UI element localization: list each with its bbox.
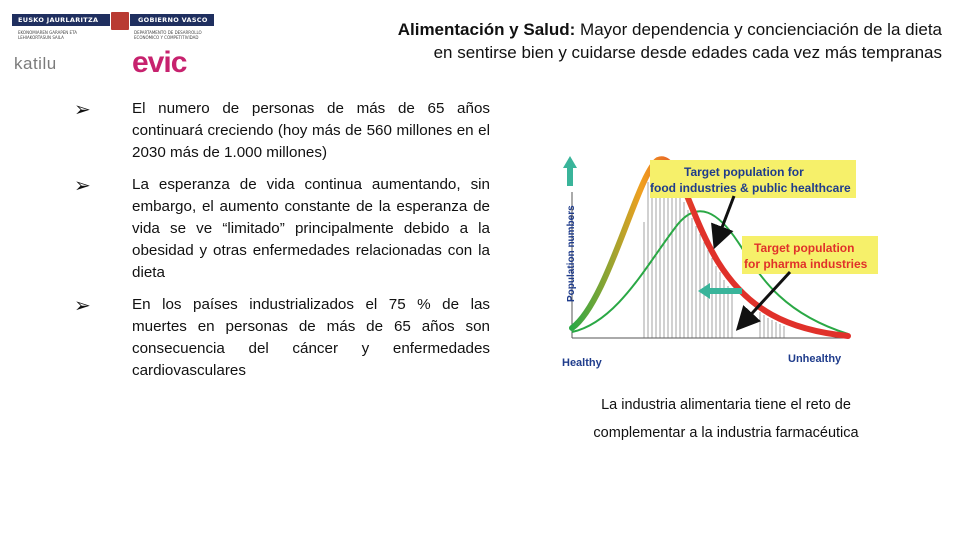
header-logos <box>12 14 214 82</box>
figure-caption <box>566 391 886 447</box>
bullet-text: En los países industrializados el 75 % de las muertes en personas de más de 65 años son consecuencia del cáncer y enfermedades cardiovasculares <box>132 296 490 379</box>
caption-line1: La industria alimentaria tiene el reto de <box>601 397 851 413</box>
dept-basque-label: EKONOMIAREN GARAPEN ETA LEHIAKORTASUN SAILA <box>18 30 77 40</box>
population-health-figure <box>558 152 888 372</box>
evic-wordmark: evic <box>132 46 187 79</box>
up-arrow-icon <box>563 156 577 186</box>
evic-logo <box>132 46 186 80</box>
label2-line2: for pharma industries <box>744 257 868 271</box>
arrow-bullet-icon: ➢ <box>74 293 91 317</box>
gov-left-label: EUSKO JAURLARITZA <box>18 16 99 24</box>
dept-spanish-label: DEPARTAMENTO DE DESARROLLO ECONÓMICO Y COMPETITIVIDAD <box>134 30 202 40</box>
arrow-bullet-icon: ➢ <box>74 97 91 121</box>
x-label-unhealthy: Unhealthy <box>788 353 842 365</box>
title-line2: en sentirse bien y cuidarse desde edades cada vez más tempranas <box>433 43 942 62</box>
bullet-item <box>74 174 490 284</box>
title-bold-part: Alimentación y Salud: <box>397 20 576 39</box>
label2-line1: Target population <box>754 241 855 255</box>
bullet-list <box>74 98 490 392</box>
x-label-healthy: Healthy <box>562 357 602 369</box>
label1-line1: Target population for <box>684 165 804 179</box>
bullet-item <box>74 294 490 382</box>
gov-right-label: GOBIERNO VASCO <box>138 16 208 24</box>
bullet-item <box>74 98 490 164</box>
coat-of-arms-icon <box>110 11 130 31</box>
arrow-bullet-icon: ➢ <box>74 173 91 197</box>
bullet-text: La esperanza de vida continua aumentando, sin embargo, el aumento constante de la esperanza de vida se ve “limitado” principalmente debido a la obesidad y otras enfermedades relacionadas con la dieta <box>132 176 490 281</box>
label1-line2: food industries & public healthcare <box>650 181 851 195</box>
katilu-logo <box>14 54 57 74</box>
caption-line2: complementar a la industria farmacéutica <box>593 425 859 441</box>
y-axis-label: Population numbers <box>566 205 577 302</box>
bullet-text: El numero de personas de más de 65 años continuará creciendo (hoy más de 560 millones en el 2030 más de 1.000 millones) <box>132 100 490 161</box>
slide-title <box>302 18 942 64</box>
katilu-wordmark: katilu <box>14 54 57 73</box>
title-line1-rest: Mayor dependencia y concienciación de la dieta <box>575 20 942 39</box>
